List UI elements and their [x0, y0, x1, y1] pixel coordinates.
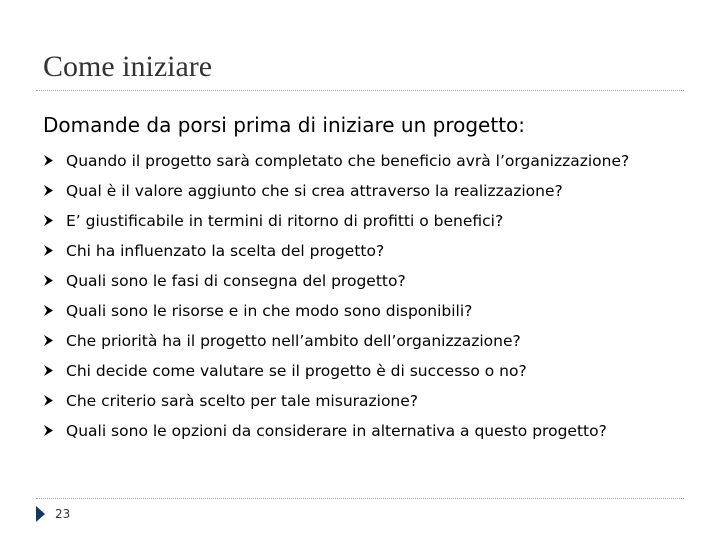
arrowhead-bullet-icon — [44, 215, 53, 226]
question-text: Che criterio sarà scelto per tale misurazione? — [66, 392, 419, 410]
question-text: Quali sono le fasi di consegna del progetto? — [66, 272, 406, 290]
question-item — [44, 148, 629, 178]
arrowhead-bullet-icon — [44, 305, 53, 316]
footer-divider — [36, 498, 684, 499]
question-text: Che priorità ha il progetto nell’ambito dell’organizzazione? — [66, 332, 521, 350]
question-text: Quali sono le risorse e in che modo sono disponibili? — [66, 302, 473, 320]
slide-subtitle: Domande da porsi prima di iniziare un progetto: — [43, 113, 526, 137]
arrowhead-bullet-icon — [44, 275, 53, 286]
arrowhead-bullet-icon — [44, 335, 53, 346]
question-text: Quali sono le opzioni da considerare in alternativa a questo progetto? — [66, 422, 607, 440]
question-text: Chi ha influenzato la scelta del progetto? — [66, 242, 385, 260]
question-item — [44, 358, 629, 388]
question-text: Quando il progetto sarà completato che beneficio avrà l’organizzazione? — [66, 152, 630, 170]
question-text: Qual è il valore aggiunto che si crea attraverso la realizzazione? — [66, 182, 563, 200]
question-item — [44, 388, 629, 418]
arrowhead-bullet-icon — [44, 365, 53, 376]
arrowhead-bullet-icon — [44, 395, 53, 406]
question-item — [44, 178, 629, 208]
question-text: E’ giustificabile in termini di ritorno di profitti o benefici? — [66, 212, 504, 230]
slide-title: Come iniziare — [43, 50, 213, 83]
arrowhead-bullet-icon — [44, 425, 53, 436]
page-marker-triangle-icon — [36, 506, 45, 522]
title-divider — [36, 90, 684, 91]
question-item — [44, 418, 629, 448]
question-item — [44, 328, 629, 358]
question-item — [44, 268, 629, 298]
question-item — [44, 238, 629, 268]
question-list — [44, 148, 629, 448]
page-number: 23 — [55, 507, 71, 521]
arrowhead-bullet-icon — [44, 185, 53, 196]
question-item — [44, 298, 629, 328]
question-item — [44, 208, 629, 238]
arrowhead-bullet-icon — [44, 245, 53, 256]
question-text: Chi decide come valutare se il progetto è di successo o no? — [66, 362, 527, 380]
arrowhead-bullet-icon — [44, 155, 53, 166]
